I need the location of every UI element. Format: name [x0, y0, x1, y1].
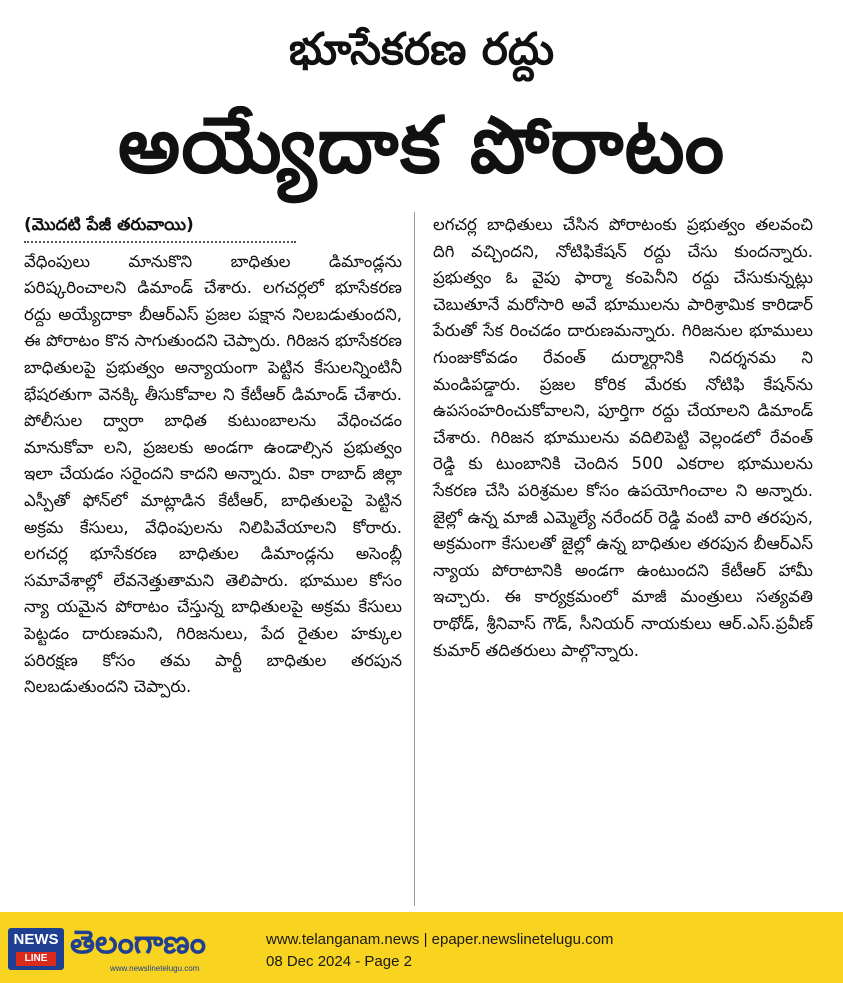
logo-news-text: NEWS [13, 931, 59, 948]
left-column-text: వేధింపులు మానుకొని బాధితుల డిమాండ్లను పరిష్కరించాలని డిమాండ్ చేశారు. లగచర్లలో భూసేకరణ రద్దు అయ్యేదాకా బీఆర్ఎస్ ప్రజల పక్షాన నిలబడుతుందని, ఈ పోరాటం కొన సాగుతుందని చెప్పారు. గిరిజన భూసేకరణ బాధితులపై ప్రభుత్వం అన్యాయంగా పెట్టిన కేసులన్నింటినీ భేషరతుగా వెనక్కి తీసుకోవాల ని కేటీఆర్ డిమాండ్ చేశారు. పోలీసుల ద్వారా బాధిత కుటుంబాలను వేధించడం మానుకోవా లని, ప్రజలకు అండగా ఉండాల్సిన ప్రభుత్వం ఇలా చేయడం సరైందని కాదని అన్నారు. వికా రాబాద్ జిల్లా ఎస్పీతో ఫోన్‌లో మాట్లాడిన కేటీఆర్, బాధితులపై పెట్టిన అక్రమ కేసులు, వేధింపులను నిలిపివేయాలని కోరారు. లగచర్ల భూసేకరణ బాధితుల డిమాండ్లను అసెంబ్లీ సమావేశాల్లో లేవనెత్తుతామని తెలిపారు. భూముల కోసం న్యా యమైన పోరాటం చేస్తున్న బాధితులపై అక్రమ కేసులు పెట్టడం దారుణమని, గిరిజనులు, పేద రైతుల హక్కుల పరిరక్షణ కోసం తమ పార్టీ బాధితుల తరపున నిలబడుతుందని చెప్పారు. [24, 251, 402, 697]
column-divider [414, 212, 415, 906]
article-right-column [433, 212, 813, 664]
footer-date-page: 08 Dec 2024 - Page 2 [266, 953, 412, 970]
headline-main: అయ్యేదాక పోరాటం [117, 101, 726, 191]
headline-kicker: భూసేకరణ రద్దు [288, 24, 555, 75]
newsline-logo [8, 928, 64, 970]
footer-band [0, 912, 843, 983]
continued-credit: (మొదటి పేజీ తరువాయి) [24, 212, 296, 243]
footer-links: www.telanganam.news | epaper.newslinetelugu.com [266, 931, 614, 948]
right-column-text: లగచర్ల బాధితులు చేసిన పోరాటంకు ప్రభుత్వం తలవంచి దిగి వచ్చిందని, నోటిఫికేషన్ రద్దు చేసు కుందన్నారు. ప్రభుత్వం ఓ వైపు ఫార్మా కంపెనీని రద్దు చేసుకున్నట్లు చెబుతూనే మరోసారి అవే భూములను పారిశ్రామిక కారిడార్ పేరుతో సేక రించడం దారుణమన్నారు. గిరిజనుల భూములు గుంజుకోవడం రేవంత్ దుర్మార్గానికి నిదర్శనమ ని మండిపడ్డారు. ప్రజల కోరిక మేరకు నోటిఫి కేషన్‌ను ఉపసంహరించుకోవాలని, పూర్తిగా రద్దు చేయాలని డిమాండ్ చేశారు. గిరిజన భూములను వదిలిపెట్టి వెల్లండలో రేవంత్ రెడ్డి కు టుంబానికి చెందిన 500 ఎకరాల భూములను సేకరణ చేసి పరిశ్రమల కోసం ఉపయోగించాల ని అన్నారు. జైల్లో ఉన్న మాజీ ఎమ్మెల్యే నరేందర్ రెడ్డి వంటి వారి తరపున, అక్రమంగా కేసులతో జైల్లో ఉన్న బాధితుల తరపున బీఆర్ఎస్ న్యాయ పోరాటానికి అండగా ఉంటుందని కేటీఆర్ హామీ ఇచ్చారు. ఈ కార్యక్రమంలో మాజీ మంత్రులు సత్యవతి రాథోడ్, శ్రీనివాస్ గౌడ్, సీనియర్ నాయకులు ఆర్.ఎస్.ప్రవీణ్ కుమార్ తదితరులు పాల్గొన్నారు. [433, 215, 813, 660]
masthead-logo: తెలంగాణం [70, 923, 206, 961]
article-left-column [24, 212, 402, 701]
logo-line-text: LINE [16, 952, 56, 966]
masthead-url: www.newslinetelugu.com [110, 964, 200, 973]
